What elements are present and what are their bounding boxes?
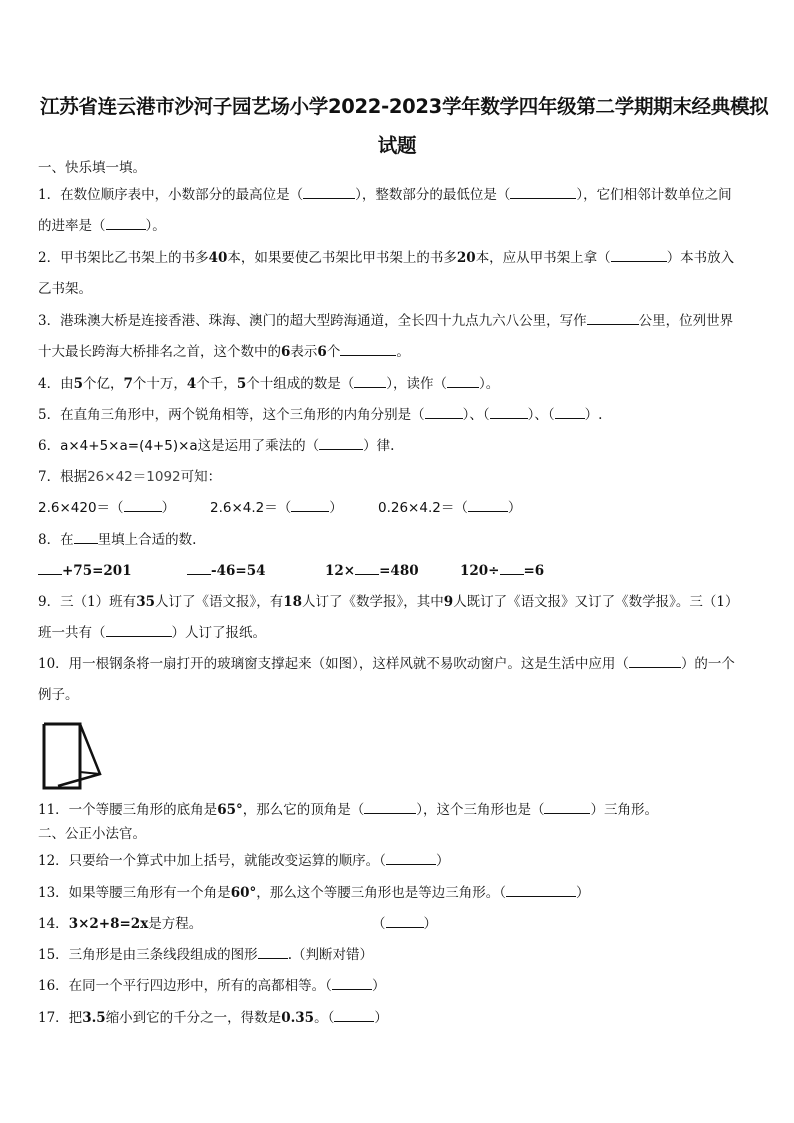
question-2-line1: 2．甲书架比乙书架上的书多40本，如果要使乙书架比甲书架上的书多20本，应从甲书架上拿（ ）本书放入 — [38, 250, 735, 266]
question-13: 13．如果等腰三角形有一个角是60°，那么这个等腰三角形也是等边三角形。（ ） — [38, 885, 590, 901]
blank-q13-1[interactable] — [506, 884, 576, 897]
window-frame — [44, 724, 80, 788]
question-17: 17．把3.5缩小到它的千分之一，得数是0.35。（ ） — [38, 1010, 388, 1026]
doc-title-line1: 江苏省连云港市沙河子园艺场小学2022-2023学年数学四年级第二学期期末经典模拟 — [40, 95, 769, 118]
blank-q5-2[interactable] — [490, 406, 528, 419]
blank-q1-3[interactable] — [106, 217, 146, 230]
blank-q7-3[interactable] — [468, 499, 508, 512]
blank-q15-1[interactable] — [258, 946, 288, 959]
question-1-line1: 1．在数位顺序表中，小数部分的最高位是（ ），整数部分的最低位是（ ），它们相邻计数单位之间 — [38, 187, 732, 203]
question-14: 14．3×2+8=2x是方程。 — [38, 916, 203, 932]
question-9-line2: 班一共有（ ）人订了报纸。 — [38, 625, 266, 641]
q8-expression-3: 12× =480 — [325, 563, 419, 579]
q7-expression-3: 0.26×4.2＝（ ） — [378, 500, 522, 516]
blank-q17-1[interactable] — [334, 1009, 374, 1022]
blank-q2-1[interactable] — [611, 249, 667, 262]
section-1-heading: 一、快乐填一填。 — [38, 160, 146, 176]
blank-q8-3[interactable] — [355, 562, 379, 575]
blank-q16-1[interactable] — [332, 977, 372, 990]
q14-answer: （ ） — [372, 916, 437, 932]
question-7: 7．根据26×42＝1092可知： — [38, 469, 222, 485]
section-2-heading: 二、公正小法官。 — [38, 826, 146, 842]
question-12: 12．只要给一个算式中加上括号，就能改变运算的顺序。（ ） — [38, 853, 450, 869]
blank-q1-1[interactable] — [303, 186, 355, 199]
blank-q10-1[interactable] — [629, 655, 681, 668]
blank-q11-2[interactable] — [544, 801, 590, 814]
q7-expression-1: 2.6×420＝（ ） — [38, 500, 176, 516]
question-3-line1: 3．港珠澳大桥是连接香港、珠海、澳门的超大型跨海通道，全长四十九点九六八公里，写作 公里，位列世界 — [38, 313, 734, 329]
blank-q7-2[interactable] — [291, 499, 329, 512]
question-4: 4．由5个亿，7个十万，4个千，5个十组成的数是（ ），读作（ ）。 — [38, 376, 500, 392]
blank-q4-2[interactable] — [447, 375, 479, 388]
question-15: 15．三角形是由三条线段组成的图形 .（判断对错） — [38, 947, 373, 963]
blank-q9-1[interactable] — [106, 624, 172, 637]
question-2-line2: 乙书架。 — [38, 281, 92, 297]
q8-expression-4: 120÷ =6 — [460, 563, 545, 579]
q8-expression-2: -46=54 — [187, 562, 266, 580]
blank-q14-1[interactable] — [386, 915, 424, 928]
blank-q12-1[interactable] — [386, 852, 436, 865]
q8-expression-1: +75=201 — [38, 562, 132, 580]
blank-q8-2[interactable] — [187, 562, 211, 575]
blank-q8-1[interactable] — [38, 562, 62, 575]
support-rod — [80, 772, 100, 774]
window-figure — [40, 718, 106, 792]
blank-q4-1[interactable] — [354, 375, 386, 388]
question-3-line2: 十大最长跨海大桥排名之首，这个数中的6表示6个 。 — [38, 344, 410, 360]
blank-q11-1[interactable] — [364, 801, 416, 814]
question-5: 5．在直角三角形中，两个锐角相等，这个三角形的内角分别是（ ）、（ ）、（ ）. — [38, 407, 603, 423]
blank-q3-1[interactable] — [587, 312, 639, 325]
question-10-line2: 例子。 — [38, 687, 79, 703]
blank-q7-1[interactable] — [124, 499, 162, 512]
blank-q8-example — [74, 531, 98, 544]
q7-expression-2: 2.6×4.2＝（ ） — [210, 500, 343, 516]
doc-title-line2: 试题 — [377, 134, 417, 157]
question-8: 8．在 里填上合适的数. — [38, 532, 197, 548]
blank-q1-2[interactable] — [510, 186, 576, 199]
question-10-line1: 10．用一根钢条将一扇打开的玻璃窗支撑起来（如图），这样风就不易吹动窗户。这是生活中应用（ ）的一个 — [38, 656, 735, 672]
blank-q5-3[interactable] — [555, 406, 585, 419]
blank-q5-1[interactable] — [425, 406, 463, 419]
question-11: 11．一个等腰三角形的底角是65°，那么它的顶角是（ ），这个三角形也是（ ）三角形。 — [38, 802, 658, 818]
question-16: 16．在同一个平行四边形中，所有的高都相等。（ ） — [38, 978, 386, 994]
blank-q8-4[interactable] — [500, 562, 524, 575]
blank-q3-2[interactable] — [340, 343, 396, 356]
question-6: 6．a×4+5×a=(4+5)×a这是运用了乘法的（ ）律. — [38, 438, 395, 454]
blank-q6-1[interactable] — [319, 437, 363, 450]
question-1-line2: 的进率是（ ）。 — [38, 218, 166, 234]
question-9-line1: 9．三（1）班有35人订了《语文报》，有18人订了《数学报》，其中9人既订了《语文报》又订了《数学报》。三（1） — [38, 594, 739, 610]
